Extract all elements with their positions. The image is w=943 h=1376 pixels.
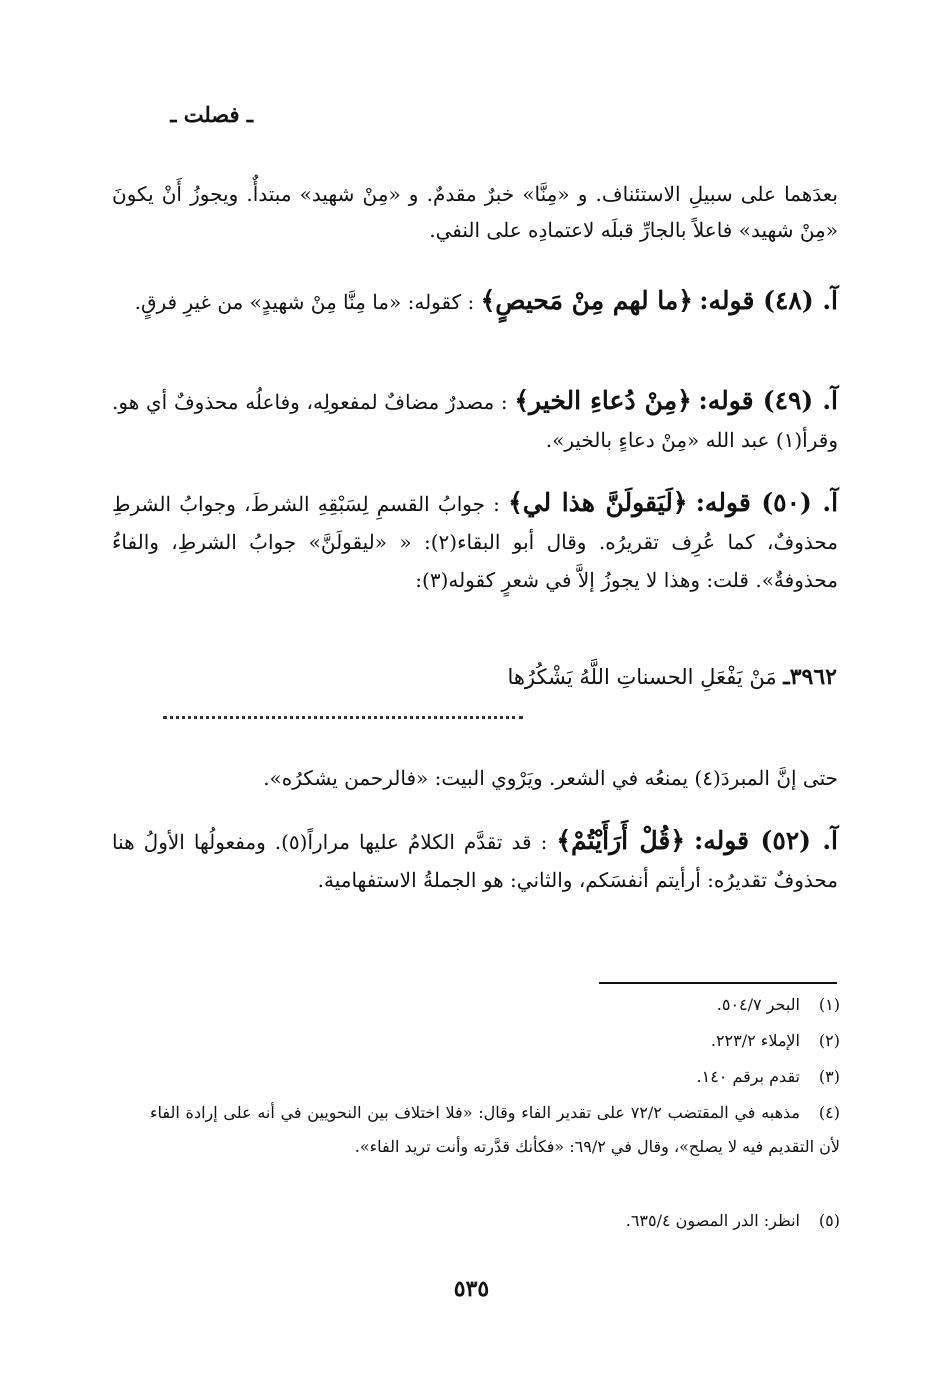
footnote-text: الإملاء ٢٢٣/٢. [710,1031,800,1050]
paragraph-6 [112,822,838,899]
footnote-5 [150,1204,840,1238]
verse-ref-49: آ. (٤٩) قوله: [698,386,838,415]
footnote-number: (٣) [818,1067,840,1086]
paragraph-3 [112,382,838,459]
quran-quote-48: ﴿ما لهم مِنْ مَحيصٍ﴾ [480,286,693,315]
verse-ref-52: آ. (٥٢) قوله: [694,826,839,855]
footnote-number: (١) [818,995,840,1014]
verse-ref-50: آ. (٥٠) قوله: [695,488,839,517]
footnote-4 [150,1096,840,1164]
verse-text: مَنْ يَفْعَلِ الحسناتِ اللَّهُ يَشْكُرُها [507,665,777,689]
poetry-verse [507,664,837,690]
paragraph-2-text: : كقوله: «ما مِنَّا مِنْ شهيدٍ» من غيرِ فرقٍ. [134,290,475,314]
footnote-text: مذهبه في المقتضب ٧٢/٢ على تقدير الفاء وقال: «فلا اختلاف بين النحويين في أنه على إرادة الفاء لأن التقديم فيه لا يصلح»، وقال في ٦٩/٢: «فكأنك قدَّرته وأنت تريد الفاء». [150,1103,840,1156]
paragraph-5-text: حتى إنَّ المبردَ(٤) يمنعُه في الشعر. ويَرْوي البيت: «فالرحمن يشكرُه». [263,766,838,790]
paragraph-6-text: : قد تقدَّم الكلامُ عليها مراراً(٥). ومفعولُها الأولُ هنا محذوفٌ تقديرُه: أرأيتم أنفسَكم، والثاني: هو الجملةُ الاستفهامية. [112,830,838,892]
footnote-number: (٤) [818,1103,841,1122]
paragraph-1-text: بعدَهما على سبيلِ الاستئناف. و «مِنَّا» خبرٌ مقدمٌ. و «مِنْ شهيد» مبتدأٌ. ويجوزُ أَنْ يكونَ «مِنْ شهيد» فاعلاً بالجارِّ قبلَه لاعتمادِه على النفي. [112,182,838,242]
footnote-number: (٢) [818,1031,840,1050]
footnote-text: تقدم برقم ١٤٠. [696,1067,800,1086]
paragraph-4 [112,484,838,599]
footnote-text: البحر ٥٠٤/٧. [716,995,800,1014]
footnote-2 [150,1024,840,1058]
verse-ref-48: آ. (٤٨) قوله: [699,286,838,315]
verse-number: ٣٩٦٢ـ [783,664,837,690]
paragraph-1 [112,176,838,248]
paragraph-5 [112,760,838,796]
paragraph-4-text: : جوابُ القسمِ لِسَبْقِهِ الشرطَ، وجوابُ الشرطِ محذوفٌ، كما عُرِف تقريرُه. وقال أبو البقاء(٢): « «ليقولَنَّ» جوابُ الشرطِ، والفاءُ محذوفةٌ». قلت: وهذا لا يجوزُ إلاَّ في شعرٍ كقوله(٣): [112,492,838,592]
footnote-number: (٥) [818,1211,840,1230]
quran-quote-49: ﴿مِنْ دُعاءِ الخير﴾ [514,386,692,415]
paragraph-3-text: : مصدرٌ مضافٌ لمفعولِه، وفاعلُه محذوفٌ أي هو. وقرأ(١) عبد الله «مِنْ دعاءٍ بالخير». [112,390,838,452]
footnote-3 [150,1060,840,1094]
page-number: ٥٣٥ [453,1276,490,1302]
footnote-text: انظر: الدر المصون ٦٣٥/٤. [625,1211,800,1230]
quran-quote-50: ﴿لَيَقولَنَّ هذا لي﴾ [508,488,688,517]
running-title: ـ فصلت ـ [170,102,253,127]
quran-quote-52: ﴿قُلْ أَرَأَيْتُمْ﴾ [556,826,685,855]
footnote-1 [150,988,840,1022]
paragraph-2 [112,282,838,321]
footnote-separator [599,982,837,984]
verse-ellipsis-divider [163,716,523,719]
running-header [0,98,943,138]
